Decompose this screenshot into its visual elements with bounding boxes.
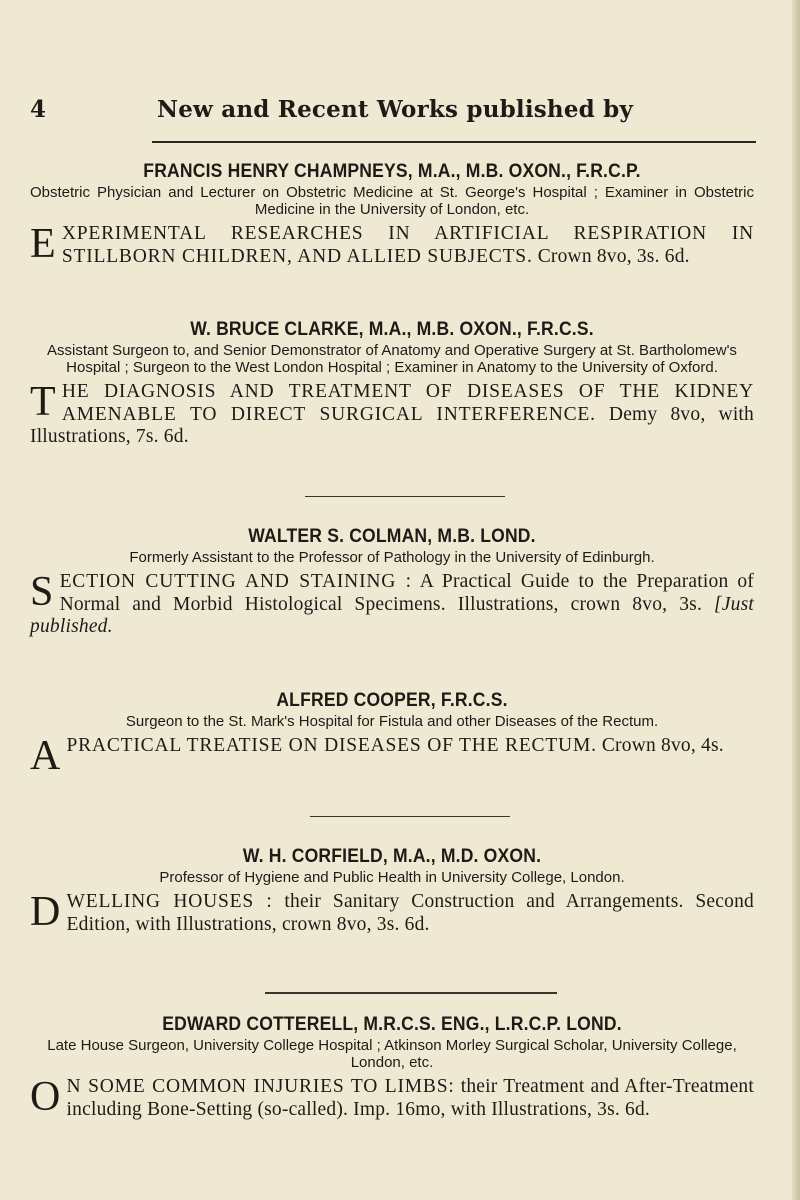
page-number: 4 <box>30 96 47 123</box>
drop-cap: D <box>30 889 61 935</box>
work-title: N SOME COMMON INJURIES TO LIMBS: <box>66 1076 455 1097</box>
author-credentials: Late House Surgeon, University College Hospital ; Atkinson Morley Surgical Scholar, University College, London, etc. <box>47 1037 737 1071</box>
work-title: WELLING HOUSES : <box>66 891 273 912</box>
entry-cooper <box>30 687 754 777</box>
entry-champneys <box>30 158 754 268</box>
header-rule <box>152 141 756 143</box>
work-title: ECTION CUTTING AND STAINING : <box>59 571 412 592</box>
entry-cotterell <box>30 1011 754 1121</box>
work-details: Crown 8vo, 4s. <box>601 735 724 756</box>
author-credentials: Assistant Surgeon to, and Senior Demonstrator of Anatomy and Operative Surgery at St. Bartholomew's Hospital ; Surgeon to the West London Hospital ; Examiner in Anatomy to the University of Oxford. <box>47 342 737 376</box>
author-credentials: Professor of Hygiene and Public Health in University College, London. <box>159 869 625 886</box>
author-name: WALTER S. COLMAN, M.B. LOND. <box>248 525 536 547</box>
work-listing <box>30 1076 754 1121</box>
work-listing <box>30 733 754 779</box>
page-header <box>30 96 760 136</box>
work-details: their Treatment and After-Treatment including Bone-Setting (so-called). Imp. 16mo, with Illustrations, 3s. 6d. <box>66 1076 754 1120</box>
author-name: ALFRED COOPER, F.R.C.S. <box>276 689 508 711</box>
work-listing <box>30 381 754 449</box>
running-title: New and Recent Works published by <box>156 96 634 123</box>
page-edge <box>792 0 800 1200</box>
entry-clarke <box>30 316 754 449</box>
entry-colman <box>30 523 754 639</box>
entry-corfield <box>30 843 754 936</box>
drop-cap: T <box>30 379 56 425</box>
author-credentials: Formerly Assistant to the Professor of Pathology in the University of Edinburgh. <box>129 549 655 566</box>
author-name: W. H. CORFIELD, M.A., M.D. OXON. <box>242 845 542 867</box>
drop-cap: A <box>30 733 61 779</box>
author-name: FRANCIS HENRY CHAMPNEYS, M.A., M.B. OXON., F.R.C.P. <box>143 160 641 182</box>
work-listing <box>30 891 754 936</box>
work-listing <box>30 571 754 639</box>
publication-note: [Just published. <box>30 593 754 637</box>
work-title: XPERIMENTAL RESEARCHES IN ARTIFICIAL RESPIRATION IN STILLBORN CHILDREN, AND ALLIED SUBJECTS. <box>61 223 754 267</box>
work-details: their Sanitary Construction and Arrangements. Second Edition, with Illustrations, crown 8vo, 3s. 6d. <box>66 891 754 935</box>
author-name: EDWARD COTTERELL, M.R.C.S. ENG., L.R.C.P. LOND. <box>162 1013 622 1035</box>
author-name: W. BRUCE CLARKE, M.A., M.B. OXON., F.R.C.S. <box>190 318 594 340</box>
section-divider <box>305 496 505 497</box>
drop-cap: O <box>30 1074 61 1120</box>
work-details: Demy 8vo, with Illustrations, 7s. 6d. <box>30 403 755 447</box>
work-listing <box>30 223 754 268</box>
section-divider <box>310 816 510 817</box>
work-title: PRACTICAL TREATISE ON DISEASES OF THE RECTUM. <box>66 735 597 756</box>
drop-cap: S <box>30 569 54 615</box>
drop-cap: E <box>30 221 56 267</box>
author-credentials: Obstetric Physician and Lecturer on Obstetric Medicine at St. George's Hospital ; Examiner in Obstetric Medicine in the University of London, etc. <box>30 184 754 218</box>
work-title: HE DIAGNOSIS AND TREATMENT OF DISEASES OF THE KIDNEY AMENABLE TO DIRECT SURGICAL INTERFERENCE. <box>61 381 754 425</box>
section-divider <box>265 992 557 994</box>
author-credentials: Surgeon to the St. Mark's Hospital for Fistula and other Diseases of the Rectum. <box>125 713 659 730</box>
work-details: A Practical Guide to the Preparation of Normal and Morbid Histological Specimens. Illustrations, crown 8vo, 3s. <box>59 571 755 615</box>
work-details: Crown 8vo, 3s. 6d. <box>537 245 690 267</box>
